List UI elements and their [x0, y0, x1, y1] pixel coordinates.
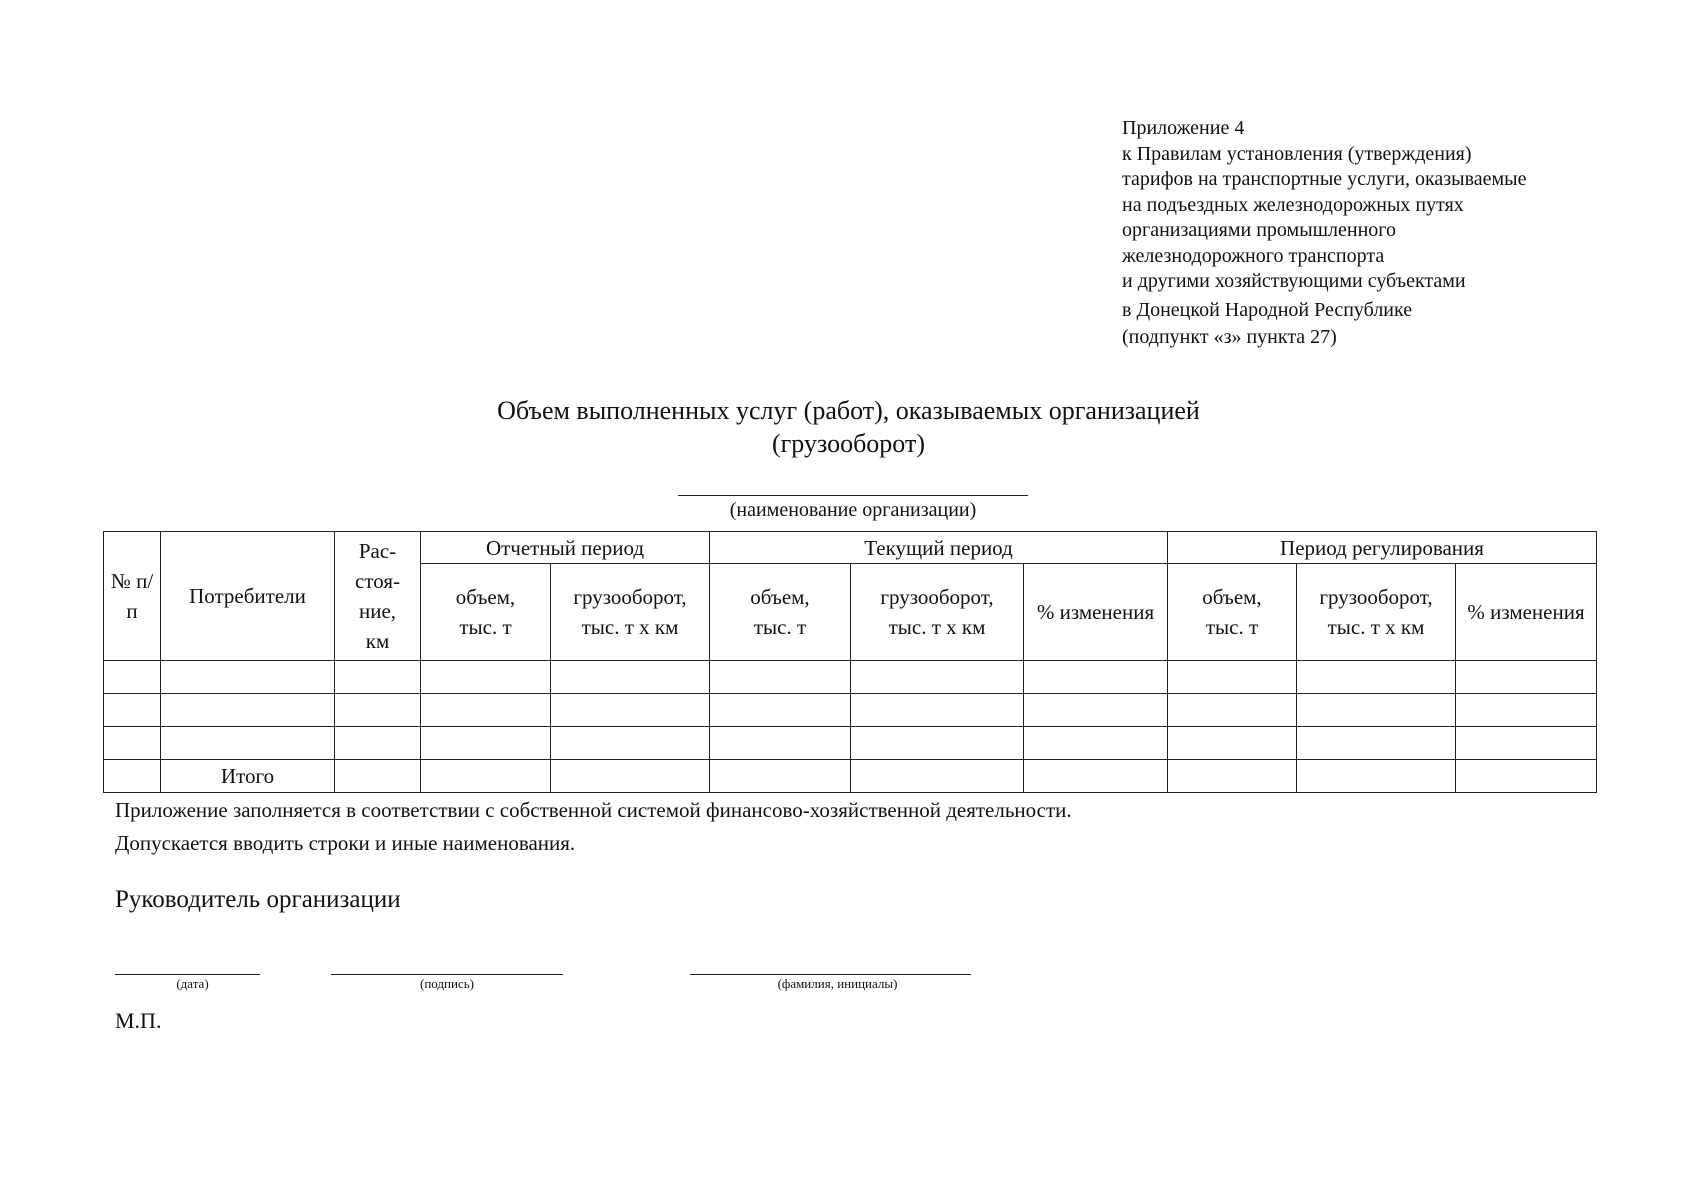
header-current-turnover: грузооборот, тыс. т х км: [851, 564, 1024, 661]
table-cell[interactable]: [551, 760, 710, 793]
table-cell[interactable]: [421, 694, 551, 727]
table-cell[interactable]: [1297, 727, 1456, 760]
table-cell[interactable]: [1297, 661, 1456, 694]
table-cell[interactable]: [1456, 661, 1597, 694]
table-cell[interactable]: [1168, 727, 1297, 760]
appendix-line: тарифов на транспортные услуги, оказываемые: [1122, 168, 1527, 190]
table-cell[interactable]: [1168, 694, 1297, 727]
header-current-period: Текущий период: [710, 532, 1168, 564]
header-current-change: % изменения: [1024, 564, 1168, 661]
table-cell[interactable]: [1168, 661, 1297, 694]
organization-name-line[interactable]: [678, 495, 1028, 496]
header-reporting-volume: объем, тыс. т: [421, 564, 551, 661]
title-line-2: (грузооборот): [771, 429, 925, 458]
head-of-organization-label: Руководитель организации: [115, 886, 401, 913]
table-cell[interactable]: [104, 661, 161, 694]
table-row: [104, 727, 1597, 760]
table-cell[interactable]: [1456, 760, 1597, 793]
signature-caption: (подпись): [420, 976, 474, 991]
table-cell[interactable]: [1168, 760, 1297, 793]
header-reporting-turnover: грузооборот, тыс. т х км: [551, 564, 710, 661]
organization-name-caption: (наименование организации): [729, 499, 977, 521]
table-cell[interactable]: [335, 661, 421, 694]
header-regulation-turnover: грузооборот, тыс. т х км: [1297, 564, 1456, 661]
table-cell[interactable]: [335, 727, 421, 760]
name-line[interactable]: [690, 974, 971, 975]
table-cell[interactable]: [161, 694, 335, 727]
header-regulation-period: Период регулирования: [1168, 532, 1597, 564]
appendix-line: к Правилам установления (утверждения): [1122, 142, 1472, 165]
date-caption: (дата): [176, 976, 209, 991]
appendix-line: Приложение 4: [1122, 117, 1245, 139]
header-distance: Рас-стоя-ние, км: [335, 532, 421, 661]
table-cell[interactable]: [1297, 694, 1456, 727]
table-cell[interactable]: [551, 661, 710, 694]
total-row: [104, 760, 1597, 793]
table-cell[interactable]: [851, 727, 1024, 760]
document-title: [300, 394, 1397, 460]
stamp-place: М.П.: [115, 1008, 162, 1033]
table-cell[interactable]: [421, 727, 551, 760]
table-row: [104, 661, 1597, 694]
header-row-1: [104, 532, 1597, 564]
header-regulation-volume: объем, тыс. т: [1168, 564, 1297, 661]
table-cell[interactable]: [851, 694, 1024, 727]
table-cell[interactable]: [104, 760, 161, 793]
signature-line[interactable]: [331, 974, 563, 975]
notes: [115, 794, 1072, 860]
table-cell[interactable]: [421, 661, 551, 694]
table-cell[interactable]: [710, 661, 851, 694]
name-caption: (фамилия, инициалы): [777, 976, 898, 991]
table-row: [104, 694, 1597, 727]
table-cell[interactable]: [335, 694, 421, 727]
appendix-line: организациями промышленного: [1122, 219, 1397, 241]
table-cell[interactable]: [1024, 694, 1168, 727]
appendix-line: в Донецкой Народной Республике: [1122, 298, 1413, 321]
note-line-1: Приложение заполняется в соответствии с собственной системой финансово-хозяйственной деятельности.: [115, 798, 1072, 822]
table-cell[interactable]: [1024, 661, 1168, 694]
table-cell[interactable]: [1297, 760, 1456, 793]
appendix-reference: [1122, 116, 1526, 351]
table-cell[interactable]: [104, 727, 161, 760]
table-cell[interactable]: [710, 727, 851, 760]
table-cell[interactable]: [1456, 694, 1597, 727]
header-num: № п/п: [104, 532, 161, 661]
title-line-1: Объем выполненных услуг (работ), оказываемых организацией: [497, 396, 1200, 425]
appendix-line: (подпункт «з» пункта 27): [1122, 326, 1337, 348]
table-cell[interactable]: [710, 694, 851, 727]
table-cell[interactable]: [161, 661, 335, 694]
table-cell[interactable]: [851, 661, 1024, 694]
table-cell[interactable]: [551, 694, 710, 727]
header-regulation-change: % изменения: [1456, 564, 1597, 661]
table-cell[interactable]: [1024, 727, 1168, 760]
header-reporting-period: Отчетный период: [421, 532, 710, 564]
table-cell[interactable]: [710, 760, 851, 793]
table-cell[interactable]: [421, 760, 551, 793]
cargo-turnover-table: [103, 531, 1597, 793]
table-cell[interactable]: [551, 727, 710, 760]
note-line-2: Допускается вводить строки и иные наименования.: [115, 831, 576, 855]
table-cell[interactable]: [1024, 760, 1168, 793]
total-label: Итого: [161, 760, 335, 793]
table-cell[interactable]: [851, 760, 1024, 793]
appendix-line: на подъездных железнодорожных путях: [1122, 193, 1464, 216]
table-cell[interactable]: [1456, 727, 1597, 760]
table-cell[interactable]: [161, 727, 335, 760]
header-consumers: Потребители: [161, 532, 335, 661]
header-current-volume: объем, тыс. т: [710, 564, 851, 661]
appendix-line: железнодорожного транспорта: [1122, 244, 1385, 267]
table-cell[interactable]: [335, 760, 421, 793]
date-line[interactable]: [115, 974, 260, 975]
appendix-line: и другими хозяйствующими субъектами: [1122, 270, 1466, 292]
table-cell[interactable]: [104, 694, 161, 727]
